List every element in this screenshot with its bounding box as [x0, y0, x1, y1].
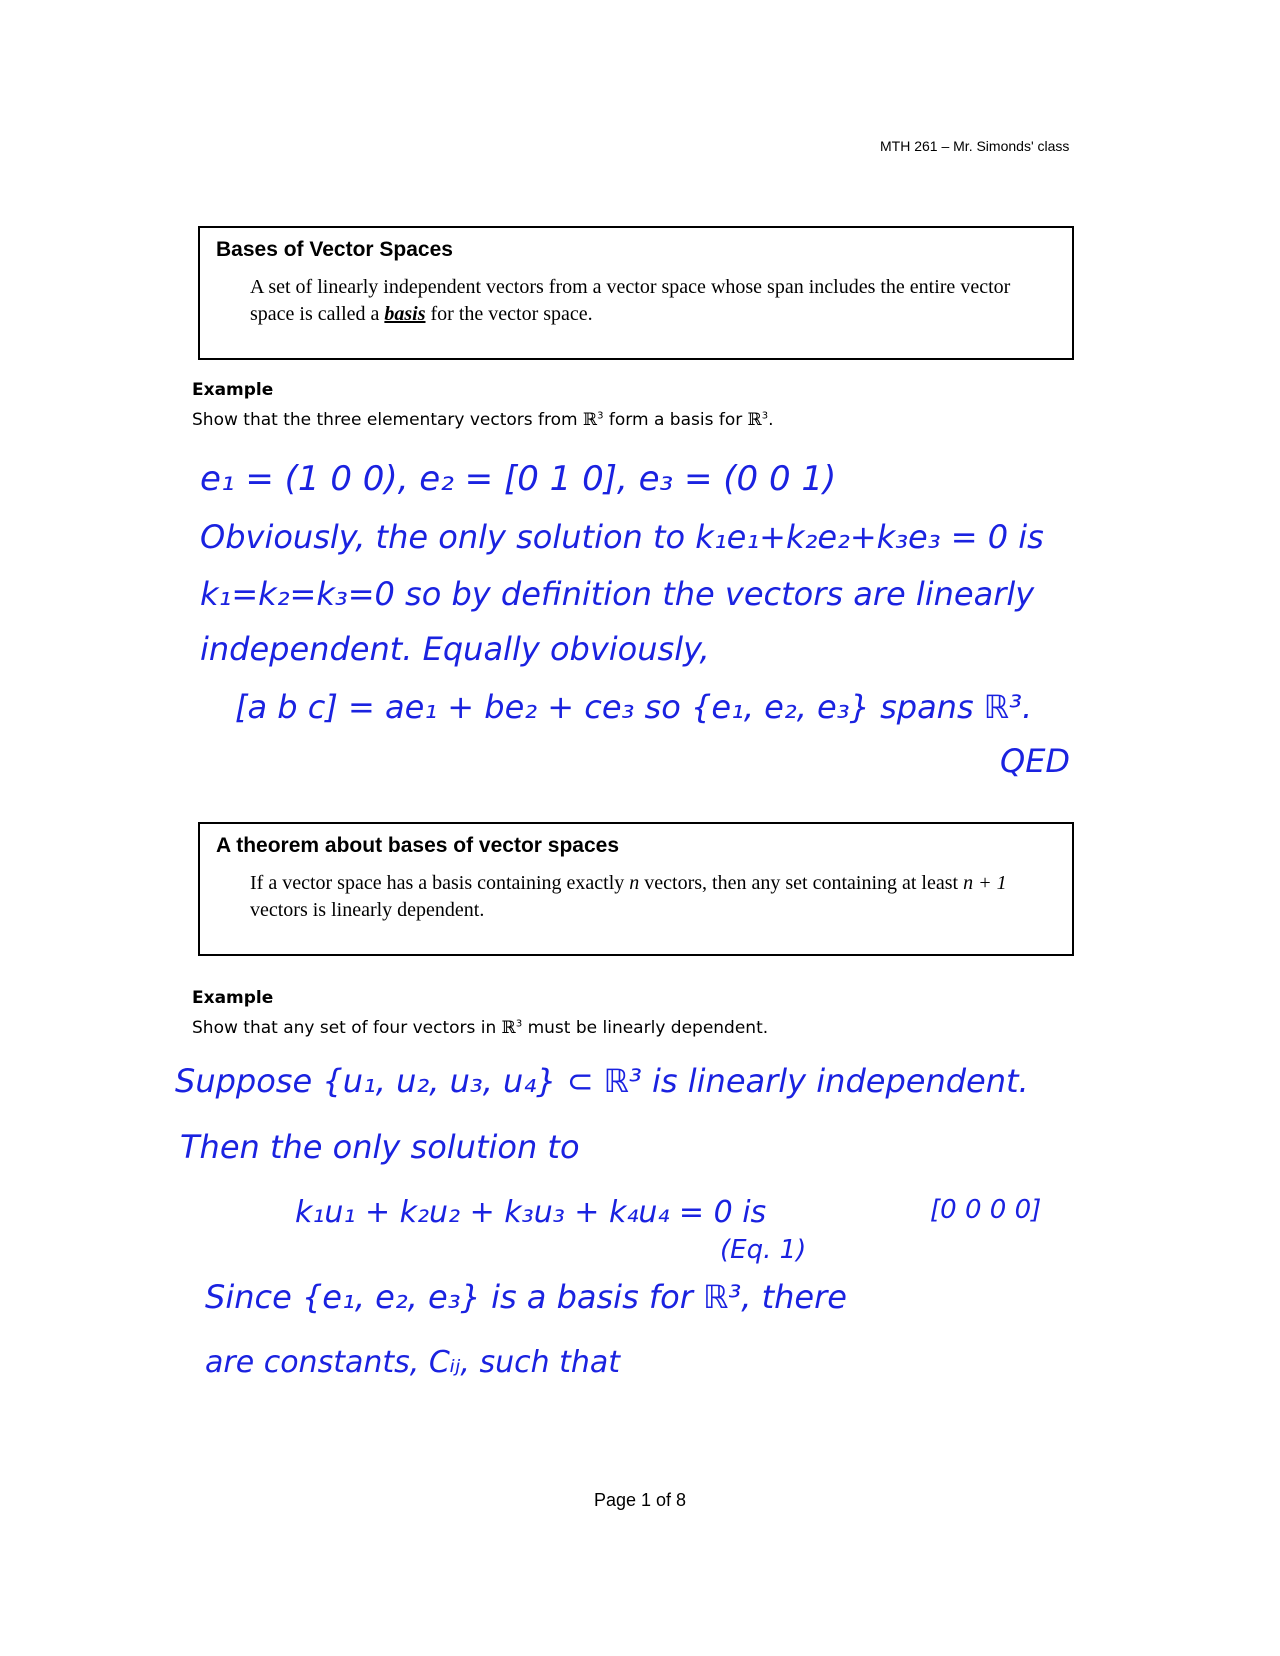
theorem-body: If a vector space has a basis containing exactly n vectors, then any set containing at least n + 1 vectors is linearly dependent. [250, 872, 1007, 921]
page-header: MTH 261 – Mr. Simonds' class [880, 138, 1070, 154]
definition-term-basis: basis [384, 303, 426, 325]
handwriting-line: Obviously, the only solution to k₁e₁+k₂e₂+k₃e₃ = 0 is [200, 518, 1044, 556]
example-1-label: Example [192, 380, 274, 400]
example-2-label: Example [192, 988, 274, 1008]
handwriting-line: e₁ = (1 0 0), e₂ = [0 1 0], e₃ = (0 0 1) [200, 459, 837, 499]
handwriting-zero-vector: [0 0 0 0] [930, 1195, 1042, 1225]
variable-n: n [629, 872, 640, 894]
definition-title: Bases of Vector Spaces [216, 238, 453, 261]
handwriting-line: are constants, Cᵢⱼ, such that [205, 1345, 621, 1380]
handwriting-line: k₁=k₂=k₃=0 so by definition the vectors are linearly [200, 575, 1035, 613]
example-2-prompt: Show that any set of four vectors in ℝ$^3$ must be linearly dependent. [192, 1018, 769, 1038]
example-1-prompt: Show that the three elementary vectors from ℝ$^3$ form a basis for ℝ$^3$. [192, 410, 774, 430]
page-number: Page 1 of 8 [593, 1490, 687, 1510]
handwriting-qed: QED [1000, 742, 1071, 780]
handwriting-line: Since {e₁, e₂, e₃} is a basis for ℝ³, there [205, 1278, 847, 1316]
definition-text-start: A set of linearly independent vectors from a vector space whose span includes the entire vector space is called a [250, 276, 1011, 325]
handwriting-line: Suppose {u₁, u₂, u₃, u₄} ⊂ ℝ³ is linearly independent. [175, 1062, 1029, 1100]
definition-text-end: for the vector space. [425, 303, 593, 325]
handwriting-eq-label: (Eq. 1) [720, 1235, 807, 1265]
handwriting-line: Then the only solution to [180, 1128, 580, 1166]
handwriting-line: k₁u₁ + k₂u₂ + k₃u₃ + k₄u₄ = 0 is [295, 1195, 767, 1230]
theorem-title: A theorem about bases of vector spaces [216, 834, 620, 857]
handwriting-line: [a b c] = ae₁ + be₂ + ce₃ so {e₁, e₂, e₃} spans ℝ³. [235, 688, 1033, 726]
handwriting-line: independent. Equally obviously, [200, 630, 710, 668]
variable-n-plus-1: n + 1 [963, 872, 1007, 894]
